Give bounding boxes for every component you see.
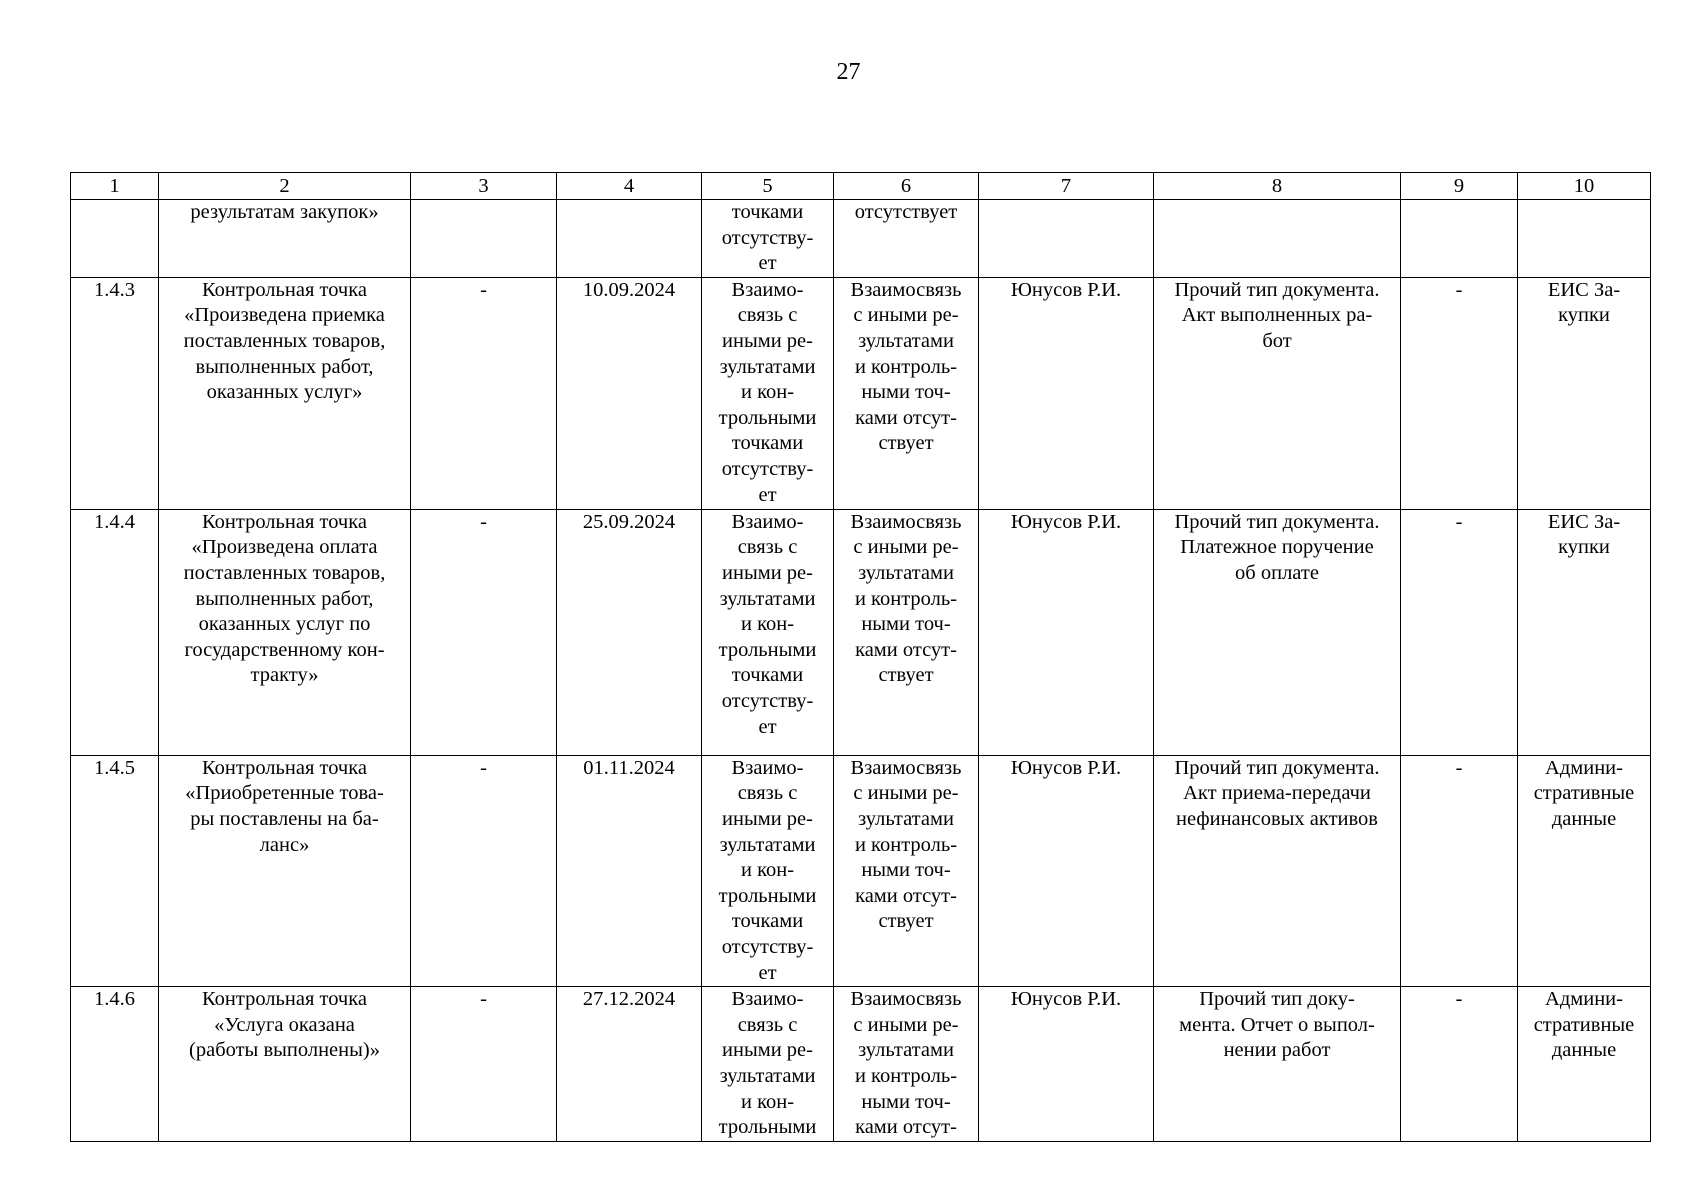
table-cell: 01.11.2024 [557,755,702,986]
table-cell: Прочий тип доку- мента. Отчет о выпол- нении работ [1154,987,1401,1142]
table-row [71,277,1651,509]
table-cell [979,200,1154,278]
table-cell: точками отсутству- ет [702,200,834,278]
table-cell: Админи- стративные данные [1518,755,1651,986]
table-cell: Прочий тип документа. Платежное поручение об оплате [1154,509,1401,755]
table-cell: - [411,277,557,509]
table-cell: Взаимо- связь с иными ре- зультатами и кон- трольными [702,987,834,1142]
table-cell: Взаимо- связь с иными ре- зультатами и кон- трольными точками отсутству- ет [702,277,834,509]
table-cell: ЕИС За- купки [1518,277,1651,509]
table-cell: Прочий тип документа. Акт приема-передачи нефинансовых активов [1154,755,1401,986]
header-row [71,173,1651,200]
table-cell: - [411,755,557,986]
column-header: 4 [557,173,702,200]
table-cell: Юнусов Р.И. [979,755,1154,986]
table-cell: Юнусов Р.И. [979,987,1154,1142]
table-cell: - [411,987,557,1142]
table-row [71,755,1651,986]
table-row [71,987,1651,1142]
table-cell [1154,200,1401,278]
table-cell: ЕИС За- купки [1518,509,1651,755]
column-header: 2 [159,173,411,200]
table-cell: - [1401,755,1518,986]
table-cell: Взаимосвязь с иными ре- зультатами и контроль- ными точ- ками отсут- ствует [834,509,979,755]
column-header: 5 [702,173,834,200]
column-header: 1 [71,173,159,200]
table-cell: отсутствует [834,200,979,278]
table-cell: Взаимо- связь с иными ре- зультатами и кон- трольными точками отсутству- ет [702,755,834,986]
column-header: 10 [1518,173,1651,200]
table-cell: 1.4.3 [71,277,159,509]
table-cell: Взаимо- связь с иными ре- зультатами и кон- трольными точками отсутству- ет [702,509,834,755]
table-row [71,200,1651,278]
table-cell [71,200,159,278]
column-header: 8 [1154,173,1401,200]
table-cell: 1.4.5 [71,755,159,986]
table-cell [411,200,557,278]
table-cell: Прочий тип документа. Акт выполненных ра- бот [1154,277,1401,509]
column-header: 7 [979,173,1154,200]
table-cell: Взаимосвязь с иными ре- зультатами и контроль- ными точ- ками отсут- ствует [834,755,979,986]
page-number: 27 [836,59,861,85]
table-cell: Админи- стративные данные [1518,987,1651,1142]
table-cell: 10.09.2024 [557,277,702,509]
table-cell [1401,200,1518,278]
table-cell: - [1401,509,1518,755]
table-cell: 1.4.6 [71,987,159,1142]
table-cell: 1.4.4 [71,509,159,755]
table-cell [1518,200,1651,278]
table-cell: - [411,509,557,755]
table-cell [557,200,702,278]
table-cell: Юнусов Р.И. [979,509,1154,755]
table-cell: - [1401,987,1518,1142]
column-header: 6 [834,173,979,200]
table-cell: 27.12.2024 [557,987,702,1142]
table-cell: Контрольная точка «Приобретенные това- ры поставлены на ба- ланс» [159,755,411,986]
column-header: 9 [1401,173,1518,200]
table-cell: результатам закупок» [159,200,411,278]
table-cell: Взаимосвязь с иными ре- зультатами и контроль- ными точ- ками отсут- ствует [834,277,979,509]
table-cell: Контрольная точка «Произведена оплата поставленных товаров, выполненных работ, оказанных услуг по государственному кон- тракту» [159,509,411,755]
table-cell: Взаимосвязь с иными ре- зультатами и контроль- ными точ- ками отсут- [834,987,979,1142]
control-points-table [70,172,1651,1142]
column-header: 3 [411,173,557,200]
table-cell: 25.09.2024 [557,509,702,755]
table-row [71,509,1651,755]
table-cell: Контрольная точка «Произведена приемка поставленных товаров, выполненных работ, оказанных услуг» [159,277,411,509]
table-cell: Контрольная точка «Услуга оказана (работы выполнены)» [159,987,411,1142]
table-cell: Юнусов Р.И. [979,277,1154,509]
table-cell: - [1401,277,1518,509]
